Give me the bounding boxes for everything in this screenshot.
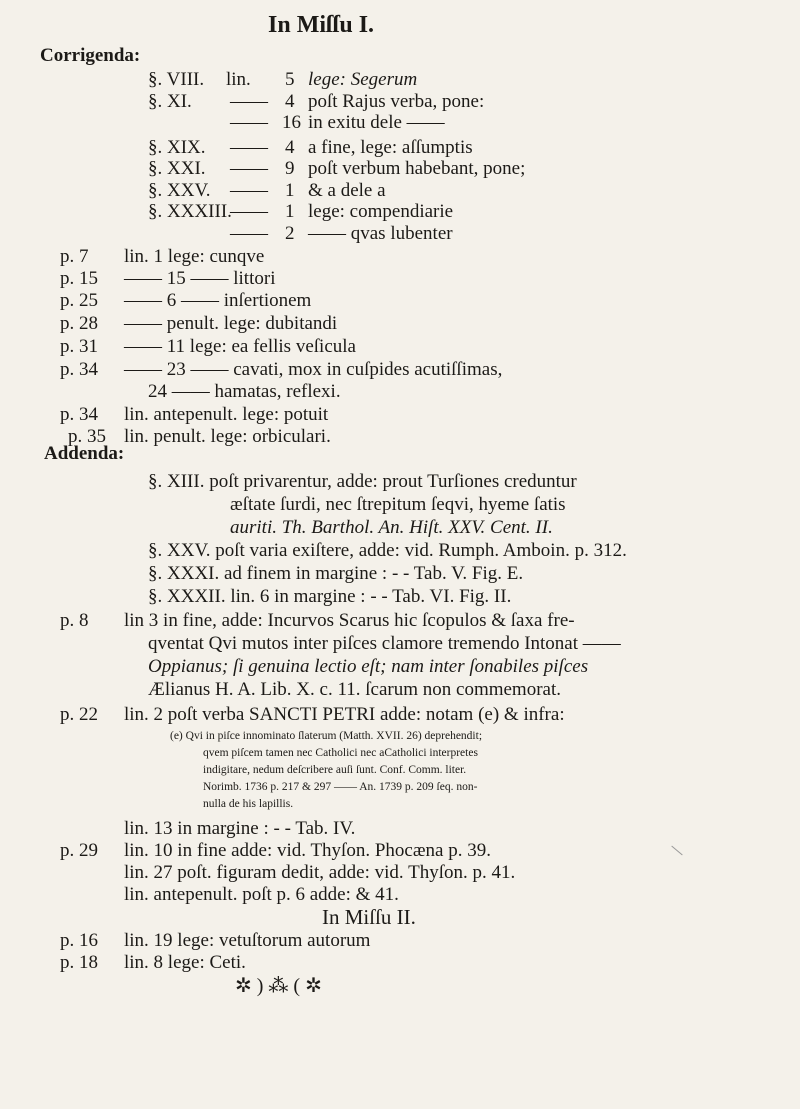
corr-dash: —— [230,158,268,179]
page-ref: p. 16 [60,930,98,951]
page-ref: p. 31 [60,336,98,357]
addenda-line: Oppianus; ſi genuina lectio eſt; nam inter ſonabiles piſces [148,656,589,677]
page-corr-text: —— 23 —— cavati, mox in cuſpides acutiſſimas, [124,359,503,380]
end-ornament: ✲ ) ⁂ ( ✲ [235,975,322,997]
page-ref: p. 28 [60,313,98,334]
corr-text: poſt verbum habebant, pone; [308,158,526,179]
corr-num: 9 [285,158,295,179]
paper-mark [671,846,682,856]
corr-dash: —— [230,201,268,222]
page-corr-text: —— 6 —— inſertionem [124,290,312,311]
corr-text: a fine, lege: aſſumptis [308,137,473,158]
page-ref: p. 34 [60,404,98,425]
page-ref: p. 8 [60,610,89,631]
page-ref: p. 22 [60,704,98,725]
addenda-line: auriti. Th. Barthol. An. Hiſt. XXV. Cent. II. [230,517,553,538]
page-corr-text: lin. 1 lege: cunqve [124,246,265,267]
page-ref: p. 18 [60,952,98,973]
page-corr-text: lin. antepenult. lege: potuit [124,404,329,425]
corr-dash: —— [230,112,268,133]
corr-num: 4 [285,137,295,158]
corr-text: lege: compendiarie [308,201,454,222]
corr-dash: —— [230,180,268,201]
corr-text: poſt Rajus verba, pone: [308,91,485,112]
corr-text: —— qvas lubenter [308,223,453,244]
corr-lin: lin. [226,69,251,90]
addenda-line: qventat Qvi mutos inter piſces clamore tremendo Intonat —— [148,633,621,654]
corr-text: & a dele a [308,180,386,201]
section-heading: In Miſſu II. [322,905,416,929]
addenda-line: lin. 13 in margine : - - Tab. IV. [124,818,356,839]
corr-ref: §. XIX. [148,137,206,158]
corr-num: 5 [285,69,295,90]
corr-num: 4 [285,91,295,112]
addenda-line: lin. antepenult. poſt p. 6 adde: & 41. [124,884,399,905]
page-ref: p. 7 [60,246,89,267]
addenda-line: lin. 27 poſt. figuram dedit, adde: vid. Thyſon. p. 41. [124,862,516,883]
corr-ref: §. XXV. [148,180,211,201]
corr-dash: —— [230,223,268,244]
corr-num: 1 [285,201,295,222]
footnote-line: (e) Qvi in piſce innominato ſlaterum (Matth. XVII. 26) deprehendit; [170,730,483,742]
addenda-line: lin. 10 in fine adde: vid. Thyſon. Phocæna p. 39. [124,840,491,861]
footnote-line: indigitare, nedum deſcribere auſi ſunt. Conf. Comm. liter. [203,764,467,776]
corr-ref: §. VIII. [148,69,205,90]
corr-text: in exitu dele —— [308,112,445,133]
corr-text: lege: Segerum [308,69,418,90]
page-ref: p. 15 [60,268,98,289]
corrigenda-label: Corrigenda: [40,45,141,66]
corr-ref: §. XXI. [148,158,206,179]
page-corr-text: 24 —— hamatas, reflexi. [148,381,341,402]
addenda-line: æſtate ſurdi, nec ſtrepitum ſeqvi, hyeme ſatis [230,494,566,515]
page-ref: p. 35 [68,426,106,447]
corr-ref: §. XXXIII. [148,201,232,222]
footnote-line: Norimb. 1736 p. 217 & 297 —— An. 1739 p. 209 ſeq. non- [203,781,478,793]
page-title: In Miſſu I. [268,12,375,38]
page-corr-text: —— 15 —— littori [124,268,276,289]
page-ref: p. 25 [60,290,98,311]
addenda-line: lin. 2 poſt verba SANCTI PETRI adde: notam (e) & infra: [124,704,565,725]
page-corr-text: —— 11 lege: ea fellis veſicula [124,336,356,357]
addenda-line: §. XXXI. ad finem in margine : - - Tab. V. Fig. E. [148,563,524,584]
page-ref: p. 29 [60,840,98,861]
page-corr-text: lin. penult. lege: orbiculari. [124,426,331,447]
addenda-line: lin. 8 lege: Ceti. [124,952,246,973]
corr-dash: —— [230,91,268,112]
addenda-line: lin 3 in fine, adde: Incurvos Scarus hic ſcopulos & ſaxa fre- [124,610,575,631]
addenda-line: Ælianus H. A. Lib. X. c. 11. ſcarum non commemorat. [148,679,561,700]
addenda-line: §. XXXII. lin. 6 in margine : - - Tab. VI. Fig. II. [148,586,512,607]
corr-num: 1 [285,180,295,201]
footnote-line: nulla de his lapillis. [203,798,294,810]
corr-num: 2 [285,223,295,244]
addenda-label: Addenda: [44,443,125,464]
footnote-line: qvem piſcem tamen nec Catholici nec aCatholici interpretes [203,747,478,759]
addenda-line: lin. 19 lege: vetuſtorum autorum [124,930,371,951]
corr-ref: §. XI. [148,91,192,112]
corr-num: 16 [282,112,301,133]
corr-dash: —— [230,137,268,158]
page-ref: p. 34 [60,359,98,380]
page-corr-text: —— penult. lege: dubitandi [124,313,338,334]
addenda-line: §. XXV. poſt varia exiſtere, adde: vid. Rumph. Amboin. p. 312. [148,540,627,561]
addenda-line: §. XIII. poſt privarentur, adde: prout Turſiones creduntur [148,471,577,492]
